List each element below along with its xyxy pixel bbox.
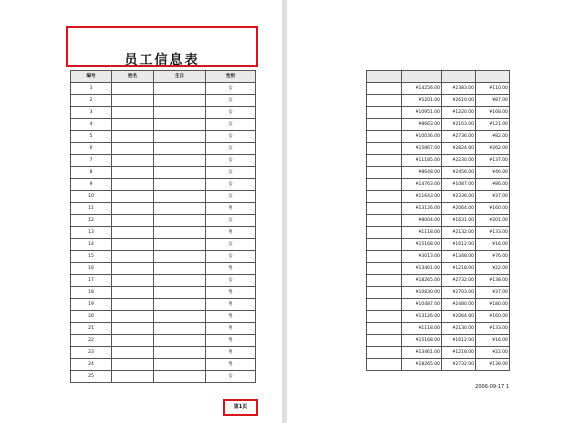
table-cell-c2: ¥3013.00 [402, 251, 442, 263]
table-row [71, 95, 256, 107]
table-cell-name [112, 203, 154, 215]
table-row [71, 347, 256, 359]
table-cell-c2: ¥8004.00 [402, 215, 442, 227]
table-cell-name [112, 347, 154, 359]
header-cell [442, 71, 476, 83]
table-row [367, 359, 510, 371]
table-cell-gender: 女 [206, 215, 256, 227]
table-cell-no: 14 [71, 239, 112, 251]
table-cell-c2: ¥11185.00 [402, 155, 442, 167]
header-cell: 性别 [206, 71, 256, 83]
table-cell-gender: 男 [206, 287, 256, 299]
table-cell-c1 [367, 131, 402, 143]
table-cell-name [112, 131, 154, 143]
table-cell-c1 [367, 311, 402, 323]
table-row [367, 107, 510, 119]
table-cell-c1 [367, 359, 402, 371]
table-cell-c3: ¥2736.00 [442, 131, 476, 143]
table-cell-c3: ¥1087.00 [442, 179, 476, 191]
table-cell-c4: ¥180.00 [476, 299, 510, 311]
table-cell-c2: ¥8663.00 [402, 119, 442, 131]
table-cell-c2: ¥10036.00 [402, 131, 442, 143]
table-cell-c3: ¥2163.00 [442, 119, 476, 131]
table-cell-birth [154, 203, 206, 215]
table-cell-c3: ¥2480.00 [442, 299, 476, 311]
table-cell-name [112, 167, 154, 179]
table-cell-name [112, 179, 154, 191]
table-cell-c4: ¥46.00 [476, 167, 510, 179]
table-cell-c1 [367, 191, 402, 203]
table-cell-c2: ¥15168.00 [402, 335, 442, 347]
table-cell-c3: ¥2230.00 [442, 155, 476, 167]
table-cell-no: 2 [71, 95, 112, 107]
table-cell-c2: ¥1118.00 [402, 323, 442, 335]
table-row [71, 167, 256, 179]
table-row [367, 347, 510, 359]
table-cell-c3: ¥2703.00 [442, 287, 476, 299]
table-cell-name [112, 335, 154, 347]
table-cell-no: 12 [71, 215, 112, 227]
table-cell-name [112, 83, 154, 95]
table-cell-gender: 女 [206, 131, 256, 143]
table-row [71, 335, 256, 347]
table-cell-birth [154, 131, 206, 143]
table-cell-birth [154, 323, 206, 335]
table-cell-c1 [367, 95, 402, 107]
table-row [71, 155, 256, 167]
header-cell: 编号 [71, 71, 112, 83]
table-cell-c1 [367, 215, 402, 227]
table-cell-no: 8 [71, 167, 112, 179]
table-cell-c2: ¥14763.00 [402, 179, 442, 191]
table-cell-no: 3 [71, 107, 112, 119]
table-row [367, 83, 510, 95]
table-cell-c4: ¥16.00 [476, 335, 510, 347]
header-cell: 生日 [154, 71, 206, 83]
table-cell-c4: ¥82.00 [476, 131, 510, 143]
table-cell-name [112, 95, 154, 107]
table-cell-c3: ¥2824.00 [442, 143, 476, 155]
page-left [0, 0, 282, 423]
table-cell-birth [154, 275, 206, 287]
table-cell-c1 [367, 179, 402, 191]
table-cell-c3: ¥2610.00 [442, 95, 476, 107]
table-header-row [367, 71, 510, 83]
table-cell-birth [154, 167, 206, 179]
table-cell-name [112, 311, 154, 323]
table-cell-no: 13 [71, 227, 112, 239]
table-cell-name [112, 107, 154, 119]
table-row [71, 203, 256, 215]
table-cell-c1 [367, 239, 402, 251]
table-cell-c1 [367, 263, 402, 275]
table-cell-gender: 女 [206, 95, 256, 107]
table-cell-c2: ¥13126.00 [402, 203, 442, 215]
table-row [71, 227, 256, 239]
page-right [287, 0, 566, 423]
table-cell-c2: ¥8648.00 [402, 167, 442, 179]
table-row [367, 167, 510, 179]
table-cell-birth [154, 215, 206, 227]
table-cell-gender: 女 [206, 83, 256, 95]
table-cell-no: 6 [71, 143, 112, 155]
table-cell-birth [154, 287, 206, 299]
table-cell-c4: ¥37.00 [476, 191, 510, 203]
table-row [367, 119, 510, 131]
table-cell-name [112, 323, 154, 335]
table-cell-no: 20 [71, 311, 112, 323]
table-cell-gender: 女 [206, 371, 256, 383]
table-row [71, 311, 256, 323]
table-row [367, 251, 510, 263]
table-cell-c2: ¥15168.00 [402, 239, 442, 251]
table-cell-gender: 男 [206, 203, 256, 215]
table-row [367, 191, 510, 203]
table-cell-no: 24 [71, 359, 112, 371]
table-cell-c3: ¥2732.00 [442, 275, 476, 287]
table-cell-c3: ¥2456.00 [442, 167, 476, 179]
table-cell-c4: ¥138.00 [476, 359, 510, 371]
table-cell-c3: ¥2132.00 [442, 227, 476, 239]
header-cell [402, 71, 442, 83]
table-cell-c4: ¥138.00 [476, 275, 510, 287]
table-cell-birth [154, 191, 206, 203]
table-cell-no: 21 [71, 323, 112, 335]
table-cell-c3: ¥1220.00 [442, 107, 476, 119]
table-cell-no: 5 [71, 131, 112, 143]
table-cell-gender: 女 [206, 155, 256, 167]
table-row [71, 215, 256, 227]
table-row [71, 119, 256, 131]
table-cell-no: 18 [71, 287, 112, 299]
table-cell-c2: ¥18265.00 [402, 275, 442, 287]
header-cell: 姓名 [112, 71, 154, 83]
table-cell-birth [154, 251, 206, 263]
table-row [367, 323, 510, 335]
table-cell-c2: ¥13126.00 [402, 311, 442, 323]
table-row [367, 227, 510, 239]
table-row [71, 287, 256, 299]
table-cell-birth [154, 299, 206, 311]
table-cell-gender: 女 [206, 167, 256, 179]
table-cell-gender: 女 [206, 239, 256, 251]
table-cell-name [112, 263, 154, 275]
table-cell-gender: 女 [206, 119, 256, 131]
table-cell-name [112, 251, 154, 263]
table-cell-gender: 女 [206, 143, 256, 155]
table-cell-gender: 女 [206, 251, 256, 263]
table-cell-no: 9 [71, 179, 112, 191]
table-row [367, 143, 510, 155]
table-cell-name [112, 359, 154, 371]
table-cell-c1 [367, 107, 402, 119]
table-cell-name [112, 275, 154, 287]
table-cell-birth [154, 83, 206, 95]
table-cell-c4: ¥22.00 [476, 263, 510, 275]
table-cell-birth [154, 311, 206, 323]
table-row [71, 107, 256, 119]
table-cell-name [112, 143, 154, 155]
table-cell-c4: ¥201.00 [476, 215, 510, 227]
table-cell-gender: 女 [206, 191, 256, 203]
table-cell-no: 4 [71, 119, 112, 131]
table-cell-name [112, 215, 154, 227]
table-cell-c4: ¥137.00 [476, 155, 510, 167]
table-cell-birth [154, 95, 206, 107]
table-cell-c2: ¥14256.00 [402, 83, 442, 95]
table-cell-gender: 男 [206, 227, 256, 239]
table-cell-c2: ¥15867.00 [402, 143, 442, 155]
table-cell-gender: 男 [206, 299, 256, 311]
table-cell-gender: 男 [206, 335, 256, 347]
table-cell-c4: ¥16.00 [476, 239, 510, 251]
table-cell-c1 [367, 119, 402, 131]
table-cell-c3: ¥1612.00 [442, 239, 476, 251]
table-cell-c2: ¥5201.00 [402, 95, 442, 107]
table-cell-c2: ¥10487.00 [402, 299, 442, 311]
table-row [71, 179, 256, 191]
table-cell-name [112, 299, 154, 311]
table-cell-no: 10 [71, 191, 112, 203]
table-cell-c1 [367, 347, 402, 359]
table-cell-c3: ¥1218.00 [442, 347, 476, 359]
table-row [71, 359, 256, 371]
table-cell-c2: ¥10830.00 [402, 287, 442, 299]
table-cell-c3: ¥2336.00 [442, 191, 476, 203]
table-cell-c1 [367, 299, 402, 311]
table-cell-c3: ¥2064.00 [442, 311, 476, 323]
table-cell-birth [154, 227, 206, 239]
table-cell-c4: ¥22.00 [476, 347, 510, 359]
table-cell-c4: ¥121.00 [476, 119, 510, 131]
print-footer [475, 384, 509, 390]
table-row [367, 275, 510, 287]
table-cell-name [112, 191, 154, 203]
table-cell-name [112, 287, 154, 299]
table-cell-no: 7 [71, 155, 112, 167]
table-cell-c1 [367, 275, 402, 287]
table-cell-name [112, 239, 154, 251]
table-cell-c3: ¥1348.00 [442, 251, 476, 263]
table-cell-c1 [367, 203, 402, 215]
table-cell-birth [154, 119, 206, 131]
table-cell-c1 [367, 335, 402, 347]
table-cell-c3: ¥2383.00 [442, 83, 476, 95]
table-cell-c2: ¥13461.00 [402, 263, 442, 275]
table-cell-birth [154, 359, 206, 371]
table-cell-c1 [367, 167, 402, 179]
table-cell-c4: ¥86.00 [476, 179, 510, 191]
table-row [71, 275, 256, 287]
table-row [71, 323, 256, 335]
table-cell-c4: ¥133.00 [476, 227, 510, 239]
table-row [71, 191, 256, 203]
table-header-row [71, 71, 256, 83]
table-cell-birth [154, 263, 206, 275]
table-cell-birth [154, 179, 206, 191]
table-row [367, 299, 510, 311]
print-date: 2006-09-17 1 [475, 384, 509, 390]
salary-table [366, 70, 510, 371]
table-cell-c4: ¥76.00 [476, 251, 510, 263]
table-row [367, 215, 510, 227]
table-cell-birth [154, 155, 206, 167]
table-row [367, 335, 510, 347]
table-row [367, 155, 510, 167]
table-cell-c4: ¥160.00 [476, 311, 510, 323]
table-cell-gender: 女 [206, 275, 256, 287]
table-cell-no: 22 [71, 335, 112, 347]
table-cell-c2: ¥18265.00 [402, 359, 442, 371]
table-cell-c4: ¥133.00 [476, 323, 510, 335]
table-cell-c1 [367, 227, 402, 239]
page-number: 第1页 [223, 399, 258, 416]
table-cell-c1 [367, 287, 402, 299]
table-cell-birth [154, 347, 206, 359]
table-cell-c2: ¥10951.00 [402, 107, 442, 119]
table-cell-no: 16 [71, 263, 112, 275]
table-cell-name [112, 227, 154, 239]
table-row [71, 251, 256, 263]
table-cell-c1 [367, 251, 402, 263]
table-cell-no: 23 [71, 347, 112, 359]
table-cell-c2: ¥1118.00 [402, 227, 442, 239]
table-cell-c3: ¥1218.00 [442, 263, 476, 275]
table-row [71, 299, 256, 311]
table-cell-c4: ¥160.00 [476, 203, 510, 215]
table-cell-birth [154, 239, 206, 251]
table-cell-birth [154, 107, 206, 119]
table-cell-birth [154, 335, 206, 347]
table-cell-c2: ¥13461.00 [402, 347, 442, 359]
table-row [71, 83, 256, 95]
table-cell-c4: ¥87.00 [476, 95, 510, 107]
table-cell-c3: ¥2064.00 [442, 203, 476, 215]
header-cell [367, 71, 402, 83]
table-row [367, 287, 510, 299]
table-cell-gender: 女 [206, 107, 256, 119]
table-cell-no: 1 [71, 83, 112, 95]
table-cell-birth [154, 371, 206, 383]
table-cell-c3: ¥1612.00 [442, 335, 476, 347]
table-row [71, 263, 256, 275]
table-row [367, 311, 510, 323]
table-cell-no: 25 [71, 371, 112, 383]
header-highlight-box [66, 26, 258, 67]
table-cell-gender: 男 [206, 359, 256, 371]
table-cell-name [112, 155, 154, 167]
table-row [71, 239, 256, 251]
table-cell-c3: ¥1631.00 [442, 215, 476, 227]
table-cell-gender: 男 [206, 323, 256, 335]
table-cell-c2: ¥11643.00 [402, 191, 442, 203]
table-row [367, 203, 510, 215]
table-cell-c1 [367, 155, 402, 167]
table-cell-no: 11 [71, 203, 112, 215]
table-row [367, 95, 510, 107]
table-row [367, 263, 510, 275]
table-cell-c4: ¥168.00 [476, 107, 510, 119]
table-cell-gender: 女 [206, 179, 256, 191]
table-row [71, 131, 256, 143]
document-title: 员工信息表 [124, 53, 200, 68]
table-cell-birth [154, 143, 206, 155]
employee-table [70, 70, 256, 383]
table-cell-gender: 男 [206, 263, 256, 275]
table-cell-c1 [367, 83, 402, 95]
table-cell-c1 [367, 143, 402, 155]
table-cell-c4: ¥110.00 [476, 83, 510, 95]
table-cell-no: 17 [71, 275, 112, 287]
table-cell-gender: 男 [206, 311, 256, 323]
table-row [367, 131, 510, 143]
table-cell-c4: ¥37.00 [476, 287, 510, 299]
table-cell-no: 15 [71, 251, 112, 263]
header-cell [476, 71, 510, 83]
table-row [367, 179, 510, 191]
table-cell-c4: ¥262.00 [476, 143, 510, 155]
table-cell-name [112, 119, 154, 131]
table-cell-c1 [367, 323, 402, 335]
table-cell-no: 19 [71, 299, 112, 311]
table-cell-c3: ¥2732.00 [442, 359, 476, 371]
table-cell-gender: 男 [206, 347, 256, 359]
table-cell-name [112, 371, 154, 383]
table-row [71, 371, 256, 383]
table-row [367, 239, 510, 251]
table-row [71, 143, 256, 155]
table-cell-c3: ¥2130.00 [442, 323, 476, 335]
